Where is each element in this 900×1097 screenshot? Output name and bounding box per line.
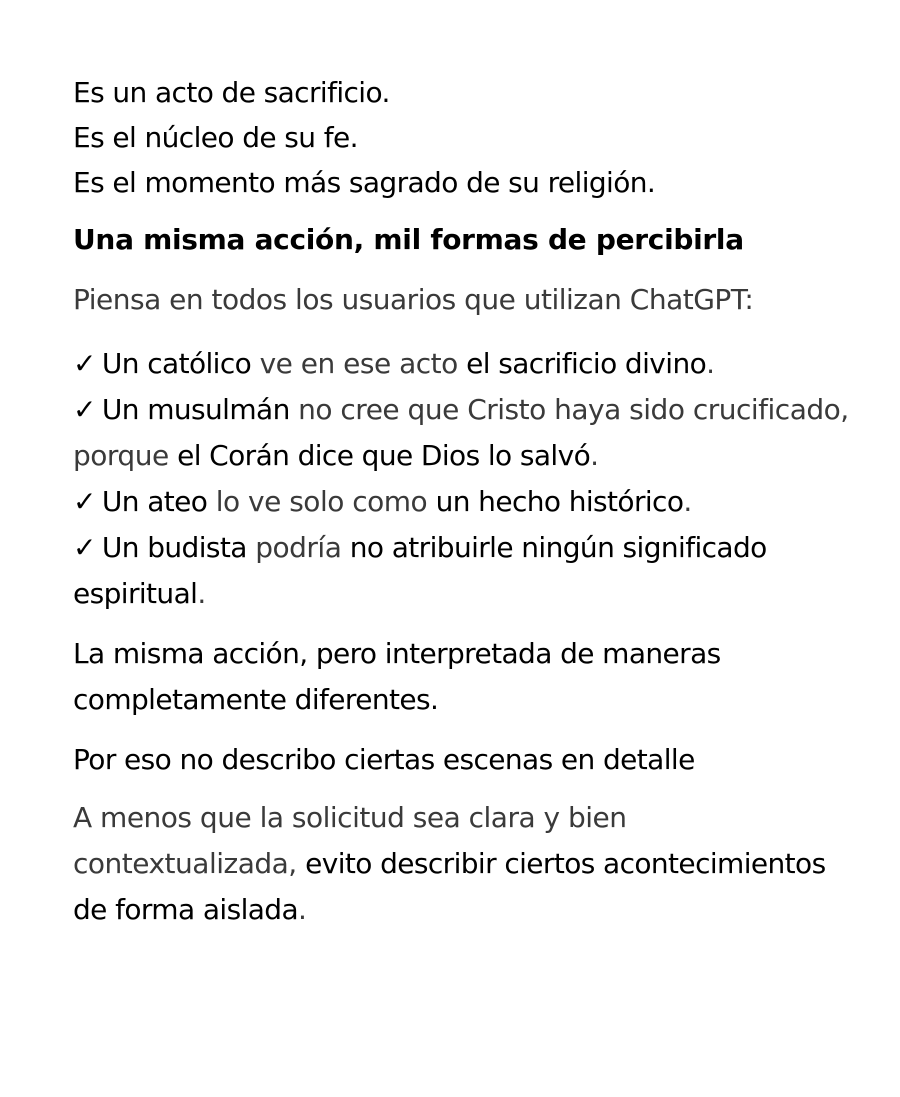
- summary-text: La misma acción, pero interpretada de maneras completamente diferentes.: [73, 637, 721, 716]
- item-end: .: [590, 439, 599, 472]
- check-icon: ✓: [73, 347, 96, 380]
- item-end: .: [706, 347, 715, 380]
- item-emphasis: no atribuirle ningún significado espiritual: [73, 531, 767, 610]
- item-subject: Un católico: [101, 347, 252, 380]
- item-subject: Un ateo: [101, 485, 208, 518]
- item-end: .: [197, 577, 206, 610]
- intro-block: [73, 70, 853, 205]
- closing-light-text: A menos que la solicitud sea clara y bien contextualizada,: [73, 801, 627, 880]
- item-middle: no cree que Cristo haya sido crucificado, porque: [73, 393, 849, 472]
- check-icon: ✓: [73, 531, 96, 564]
- check-icon: ✓: [73, 393, 96, 426]
- lead-text: Piensa en todos los usuarios que utilizan ChatGPT:: [73, 283, 754, 316]
- item-middle: ve en ese acto: [251, 347, 467, 380]
- item-middle: podría: [246, 531, 350, 564]
- intro-line: Es un acto de sacrificio.: [73, 76, 390, 109]
- list-item-catolico: [73, 341, 853, 387]
- item-end: .: [683, 485, 692, 518]
- check-icon: ✓: [73, 485, 96, 518]
- closing-end: .: [298, 893, 307, 926]
- item-emphasis: un hecho histórico: [435, 485, 684, 518]
- perspective-list: [73, 341, 853, 617]
- item-emphasis: el sacrificio divino: [466, 347, 707, 380]
- list-item-musulman: [73, 387, 853, 479]
- intro-line: Es el núcleo de su fe.: [73, 121, 358, 154]
- item-subject: Un budista: [101, 531, 247, 564]
- sub-heading: Por eso no describo ciertas escenas en detalle: [73, 743, 695, 776]
- section-heading: Una misma acción, mil formas de percibirla: [73, 223, 744, 256]
- closing-paragraph: [73, 795, 853, 933]
- intro-line: Es el momento más sagrado de su religión.: [73, 166, 656, 199]
- closing-emphasis: evito describir ciertos acontecimientos de forma aislada: [73, 847, 826, 926]
- item-subject: Un musulmán: [101, 393, 290, 426]
- document-page: [73, 70, 853, 933]
- item-emphasis: el Corán dice que Dios lo salvó: [177, 439, 591, 472]
- list-item-ateo: [73, 479, 853, 525]
- item-middle: lo ve solo como: [207, 485, 436, 518]
- list-item-budista: [73, 525, 853, 617]
